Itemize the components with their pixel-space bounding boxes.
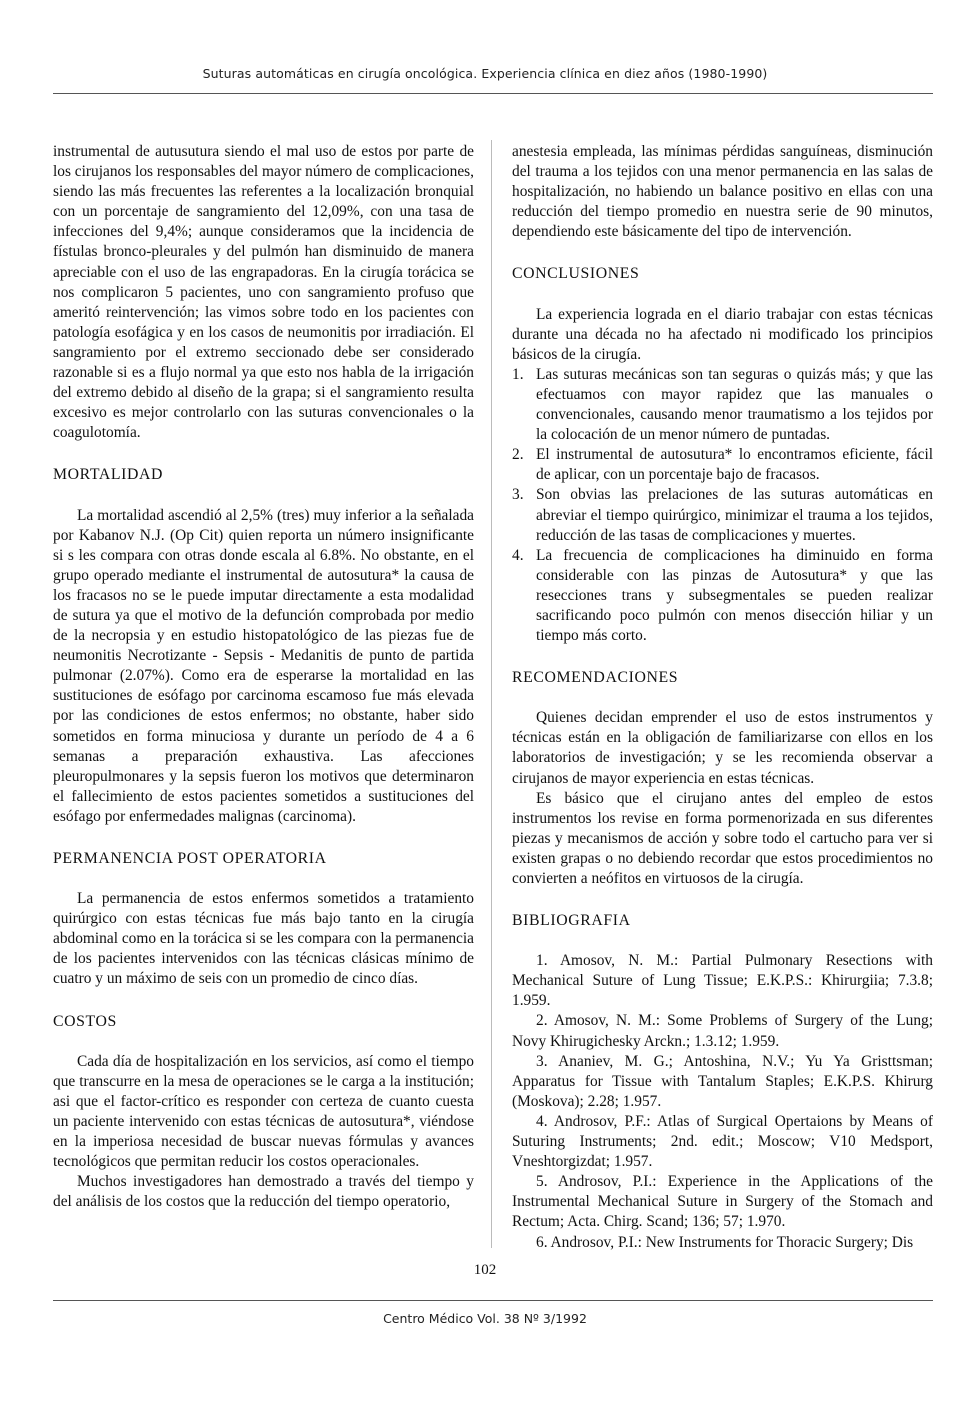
recomendaciones-paragraph: Quienes decidan emprender el uso de estos instrumentos y técnicas están en la obligación de familiarizarse con ellos en los laboratorios de investigación; y se les recomienda observar a cirujanos de mayor experiencia en estas técnicas. (512, 709, 933, 787)
running-header: Suturas automáticas en cirugía oncológica. Experiencia clínica en diez años (1980-1990) (202, 66, 768, 81)
left-column (53, 142, 474, 1212)
list-item-text: Son obvias las prelaciones de las suturas automáticas en abreviar el tiempo quirúrgico, minimizar el trauma a los tejidos, reducción de las tasas de complicaciones y muertes. (536, 486, 933, 544)
section-heading-mortalidad: MORTALIDAD (53, 466, 163, 484)
section-heading-recomendaciones: RECOMENDACIONES (512, 669, 679, 687)
costos-paragraph: Muchos investigadores han demostrado a través del tiempo y del análisis de los costos que la reducción del tiempo operatorio, (53, 1173, 474, 1211)
continuation-paragraph: anestesia empleada, las mínimas pérdidas sanguíneas, disminución del trauma a los tejidos con una menor permanencia en las salas de hospitalización, no habiendo un balance positivo en ellas con una reducción del tiempo promedio en nuestra serie de 90 minutos, dependiendo este básicamente del tipo de intervención. (512, 143, 933, 241)
conclusiones-intro: La experiencia lograda en el diario trabajar con estas técnicas durante una década no ha afectado ni modificado los principios básicos de la cirugía. (512, 305, 933, 363)
bibliography-entry: 5. Androsov, P.I.: Experience in the Applications of the Instrumental Mechanical Suture in Surgery of the Stomach and Rectum; Acta. Chirg. Scand; 136; 57; 1.970. (512, 1173, 933, 1231)
page-number: 102 (473, 1262, 497, 1278)
list-item-number: 4. (512, 546, 524, 564)
mortalidad-paragraph: La mortalidad ascendió al 2,5% (tres) muy inferior a la señalada por Kabanov N.J. (Op Cit) quien reporta un número insignificante si s les compara con otras donde escala al 6.8%. No obstante, en el grupo operado mediante el instrumental de autosutura* la causa de los fracasos no se le puede imputar directamente a esta modalidad de sutura ya que el motivo de la defunción comprobada por medio de la necropsia y en estudio histopatológico de las piezas fue de neumonitis Necrotizante - Sepsis - Medanitis de punto de partida pulmonar (2.07%). Como era de esperarse la mortalidad en las sustituciones de esófago por carcinoma escamoso fue más elevada por las condiciones de estos enfermos; no obstante, haber sido sometidos en forma minuciosa y durante un período de 4 a 6 semanas a preparación exhaustiva. Las afecciones pleuropulmonares y la sepsis fueron los motivos que determinaron el fallecimiento de estos pacientes sometidos a sustituciones del esófago por enfermedades malignas (carcinoma). (53, 506, 474, 825)
list-item-text: La frecuencia de complicaciones ha diminuido en forma considerable con las pinzas de Autosutura* y que las resecciones trans y subsegmentales se pueden realizar sacrificando poco pulmón con menos disección hiliar y un tiempo más corto. (536, 546, 933, 645)
journal-footer: Centro Médico Vol. 38 Nº 3/1992 (383, 1311, 587, 1326)
list-item (512, 485, 933, 545)
list-item-number: 2. (512, 446, 524, 464)
list-item-number: 3. (512, 486, 524, 504)
section-heading-permanencia: PERMANENCIA POST OPERATORIA (53, 850, 327, 867)
column-divider (491, 140, 492, 1248)
bibliography-entry: 4. Androsov, P.F.: Atlas of Surgical Opertaions by Means of Suturing Instruments; 2nd. edit.; Moscow; V10 Medsport, Vneshtorgizdat; 1.957. (512, 1112, 933, 1171)
recomendaciones-paragraph: Es básico que el cirujano antes del empleo de estos instrumentos los revise en forma pormenorizada en sus diferentes piezas y mecanismos de acción y sobre todo el cartucho para ver si existen grapas o no debiendo recordar que estos procedimientos no convierten a neófitos en virtuosos de la cirugía. (512, 789, 933, 887)
list-item-text: Las suturas mecánicas son tan seguras o quizás más; y que las efectuamos con mayor rapidez que las manuales o convencionales, causando menor traumatismo a los tejidos por la colocación de un menor número de puntadas. (536, 365, 933, 444)
permanencia-paragraph: La permanencia de estos enfermos sometidos a tratamiento quirúrgico con estas técnicas fue más bajo tanto en la cirugía abdominal como en la torácica si se les compara con la permanencia de los pacientes intervenidos con las técnicas clásicas mínimo de cuatro y un máximo de seis con un promedio de cinco días. (53, 890, 474, 988)
section-heading-bibliografia: BIBLIOGRAFIA (512, 912, 631, 930)
right-column (512, 142, 933, 1253)
bibliography-entry: 1. Amosov, N. M.: Partial Pulmonary Resections with Mechanical Suture of Lung Tissue; E.K.P.S.: Khirurgiia; 7.3.8; 1.959. (512, 952, 933, 1010)
list-item-number: 1. (512, 365, 524, 383)
list-item (512, 546, 933, 646)
bibliography-entry: 6. Androsov, P.I.: New Instruments for Thoracic Surgery; Dis (536, 1233, 914, 1251)
list-item-text: El instrumental de autosutura* lo encontramos eficiente, fácil de aplicar, con un porcentaje bajo de fracasos. (536, 446, 933, 484)
list-item (512, 445, 933, 485)
bibliography-list (512, 951, 933, 1252)
section-heading-costos: COSTOS (53, 1012, 117, 1030)
conclusiones-list (512, 365, 933, 646)
section-heading-conclusiones: CONCLUSIONES (512, 265, 640, 283)
list-item (512, 365, 933, 445)
costos-paragraph: Cada día de hospitalización en los servicios, así como el tiempo que transcurre en la mesa de operaciones se le carga a la institución; asi que el factor-crítico es responder con certeza de cuanto cuesta un paciente intervenido con estas técnicas de autosutura*, viéndose en la imperiosa necesidad de buscar nuevas fórmulas y avances tecnológicos que permitan reducir los costos operacionales. (53, 1052, 474, 1171)
footer-rule (53, 1300, 933, 1301)
intro-paragraph: instrumental de autusutura siendo el mal uso de estos por parte de los cirujanos los responsables del mayor número de complicaciones, siendo las más frecuentes las referentes a la localización bronquial con un porcentaje de sangramiento del 12,09%, con una tasa de infecciones del 9,4%; aunque consideramos que la incidencia de fístulas bronco-pleurales y del pulmón han disminuido de manera apreciable con el uso de las engrapadoras. En la cirugía torácica se nos complicaron 5 pacientes, uno con sangramiento profuso que ameritó reintervención; las vimos sobre todo en los pacientes con patología esofágica y en los casos de neumonitis por irradiación. El sangramiento por el extremo seccionado debe ser considerado razonable si es a flujo normal ya que esto nos habla de la irrigación del extremo debido al diseño de la grapa; si el sangramiento resulta excesivo es mejor controlarlo con las suturas convencionales o la coagulotomía. (53, 143, 474, 442)
bibliography-entry: 2. Amosov, N. M.: Some Problems of Surgery of the Lung; Novy Khirugichesky Arckn.; 1.3.12; 1.959. (512, 1012, 933, 1050)
bibliography-entry: 3. Ananiev, M. G.; Antoshina, N.V.; Yu Ya Gristtsman; Apparatus for Tissue with Tantalum Staples; E.K.P.S. Khirurg (Moskova); 2.28; 1.957. (512, 1052, 933, 1110)
header-rule (53, 93, 933, 94)
